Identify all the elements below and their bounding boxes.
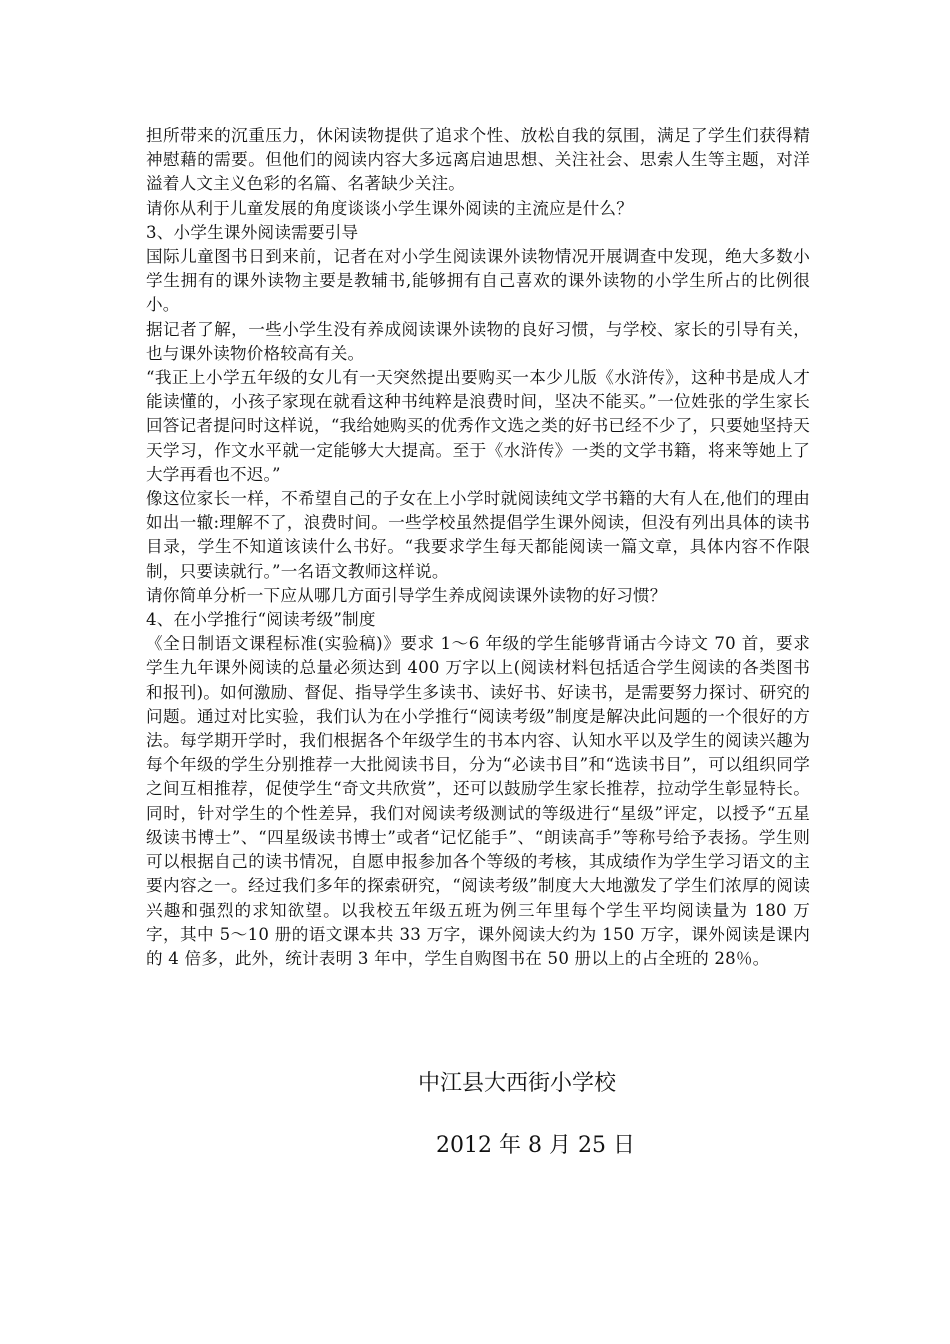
section-heading-3: 3、小学生课外阅读需要引导 [146, 222, 359, 242]
paragraph-survey-finding: 国际儿童图书日到来前，记者在对小学生阅读课外读物情况开展调查中发现，绝大多数小学生拥有的课外读物主要是教辅书,能够拥有自己喜欢的课外读物的小学生所占的比例很小。 [146, 247, 810, 315]
paragraph-parents-reasons: 像这位家长一样，不希望自己的子女在上小学时就阅读纯文学书籍的大有人在,他们的理由如出一辙:理解不了，浪费时间。一些学校虽然提倡学生课外阅读，但没有列出具体的读书目录，学生不知道该读什么书好。“我要求学生每天都能阅读一篇文章，具体内容不作限制，只要读就行。”一名语文教师这样说。 [146, 489, 810, 581]
paragraph-leisure-reading: 担所带来的沉重压力，休闲读物提供了追求个性、放松自我的氛围，满足了学生们获得精神慰藉的需要。但他们的阅读内容大多远离启迪思想、关注社会、思索人生等主题，对洋溢着人文主义色彩的名篇、名著缺少关注。 [146, 126, 810, 194]
paragraph-reading-grading-system: 《全日制语文课程标准(实验稿)》要求 1～6 年级的学生能够背诵古今诗文 70 首，要求学生九年课外阅读的总量必须达到 400 万字以上(阅读材料包括适合学生阅读的各类图书和报刊)。如何激励、督促、指导学生多读书、读好书、好读书，是需要努力探讨、研究的问题。通过对比实验，我们认为在小学推行“阅读考级”制度是解决此问题的一个很好的方法。每学期开学时，我们根据各个年级学生的书本内容、认知水平以及学生的阅读兴趣为每个年级的学生分别推荐一大批阅读书目，分为“必读书目”和“选读书目”，可以组织同学之间互相推荐，促使学生“奇文共欣赏”，还可以鼓励学生家长推荐，拉动学生彰显特长。同时，针对学生的个性差异，我们对阅读考级测试的等级进行“星级”评定，以授予“五星级读书博士”、“四星级读书博士”或者“记忆能手”、“朗读高手”等称号给予表扬。学生则可以根据自己的读书情况，自愿申报参加各个等级的考核，其成绩作为学生学习语文的主要内容之一。经过我们多年的探索研究，“阅读考级”制度大大地激发了学生们浓厚的阅读兴趣和强烈的求知欲望。以我校五年级五班为例三年里每个学生平均阅读量为 180 万字，其中 5～10 册的语文课本共 33 万字，课外阅读大约为 150 万字，课外阅读是课内的 4 倍多，此外，统计表明 3 年中，学生自购图书在 50 册以上的占全班的 28％。 [146, 634, 810, 968]
paragraph-parent-quote: “我正上小学五年级的女儿有一天突然提出要购买一本少儿版《水浒传》，这种书是成人才能读懂的，小孩子家现在就看这种书纯粹是浪费时间，坚决不能买。”一位姓张的学生家长回答记者提问时这样说，“我给她购买的优秀作文选之类的好书已经不少了，只要她坚持天天学习，作文水平就一定能够大大提高。至于《水浒传》一类的文学书籍，将来等她上了大学再看也不迟。” [146, 368, 810, 484]
question-reading-habits: 请你简单分析一下应从哪几方面引导学生养成阅读课外读物的好习惯？ [146, 585, 667, 605]
document-date: 2012 年 8 月 25 日 [436, 1133, 635, 1158]
section-heading-4: 4、在小学推行“阅读考级”制度 [146, 610, 376, 630]
paragraph-reporter-findings: 据记者了解，一些小学生没有养成阅读课外读物的良好习惯，与学校、家长的引导有关，也与课外读物价格较高有关。 [146, 319, 810, 363]
question-mainstream-reading: 请你从利于儿童发展的角度谈谈小学生课外阅读的主流应是什么？ [146, 198, 634, 218]
school-name: 中江县大西街小学校 [418, 1071, 617, 1096]
document-body [146, 124, 810, 971]
